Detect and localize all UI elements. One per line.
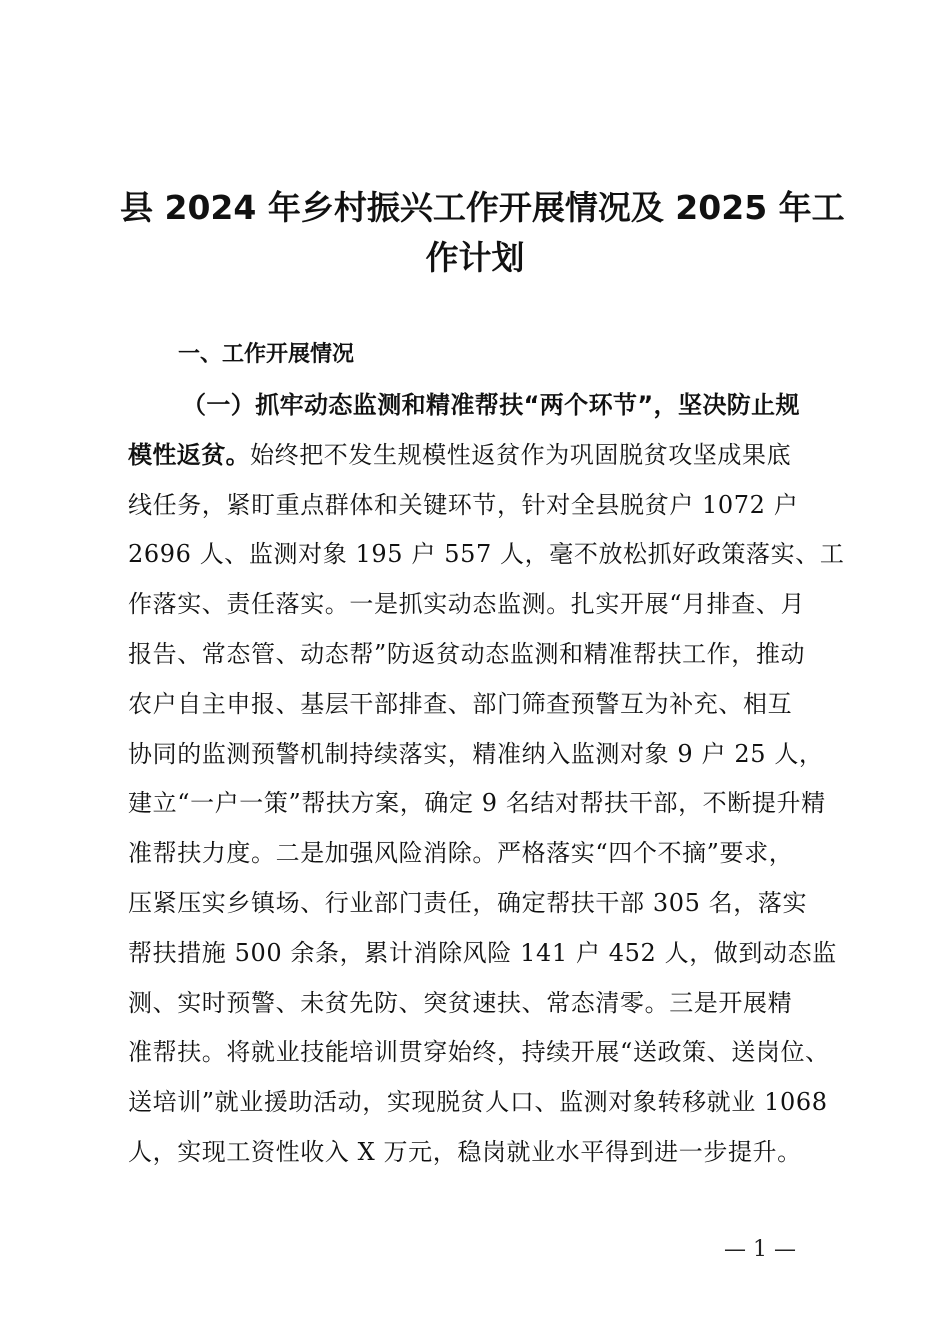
- body-line: [128, 381, 840, 431]
- body-line: 送培训”就业援助活动，实现脱贫人口、监测对象转移就业 1068: [128, 1088, 828, 1117]
- body-paragraph: [128, 381, 845, 1178]
- section-heading-1: 一、工作开展情况: [178, 342, 355, 367]
- subheading-1-cont: 模性返贫。: [128, 440, 250, 469]
- body-line: 2696 人、监测对象 195 户 557 人，毫不放松抓好政策落实、工: [128, 540, 845, 569]
- body-line: 压紧压实乡镇场、行业部门责任，确定帮扶干部 305 名，落实: [128, 888, 808, 917]
- body-line: 农户自主申报、基层干部排查、部门筛查预警互为补充、相互: [128, 689, 793, 718]
- body-line: 帮扶措施 500 余条，累计消除风险 141 户 452 人，做到动态监: [128, 938, 837, 967]
- body-line: 准帮扶力度。二是加强风险消除。严格落实“四个不摘”要求，: [128, 839, 794, 868]
- body-line: [128, 431, 840, 481]
- document-title: [120, 183, 845, 283]
- body-text: 始终把不发生规模性返贫作为巩固脱贫攻坚成果底: [250, 440, 792, 469]
- body-line: 协同的监测预警机制持续落实，精准纳入监测对象 9 户 25 人，: [128, 739, 824, 768]
- title-line-2: 作计划: [425, 238, 525, 277]
- body-line: 作落实、责任落实。一是抓实动态监测。扎实开展“月排查、月: [128, 590, 806, 619]
- body-line: 准帮扶。将就业技能培训贯穿始终，持续开展“送政策、送岗位、: [128, 1038, 830, 1067]
- subheading-1: （一）抓牢动态监测和精准帮扶“两个环节”，坚决防止规: [182, 391, 800, 419]
- body-line: 人，实现工资性收入 X 万元，稳岗就业水平得到进一步提升。: [128, 1137, 802, 1166]
- body-line: 报告、常态管、动态帮”防返贫动态监测和精准帮扶工作，推动: [128, 639, 806, 668]
- body-line: 建立“一户一策”帮扶方案，确定 9 名结对帮扶干部，不断提升精: [128, 789, 826, 818]
- page-number: — 1 —: [724, 1237, 796, 1262]
- body-line: 测、实时预警、未贫先防、突贫速扶、常态清零。三是开展精: [128, 988, 793, 1017]
- title-line-1: 县 2024 年乡村振兴工作开展情况及 2025 年工: [120, 188, 845, 227]
- body-line: 线任务，紧盯重点群体和关键环节，针对全县脱贫户 1072 户: [128, 490, 799, 519]
